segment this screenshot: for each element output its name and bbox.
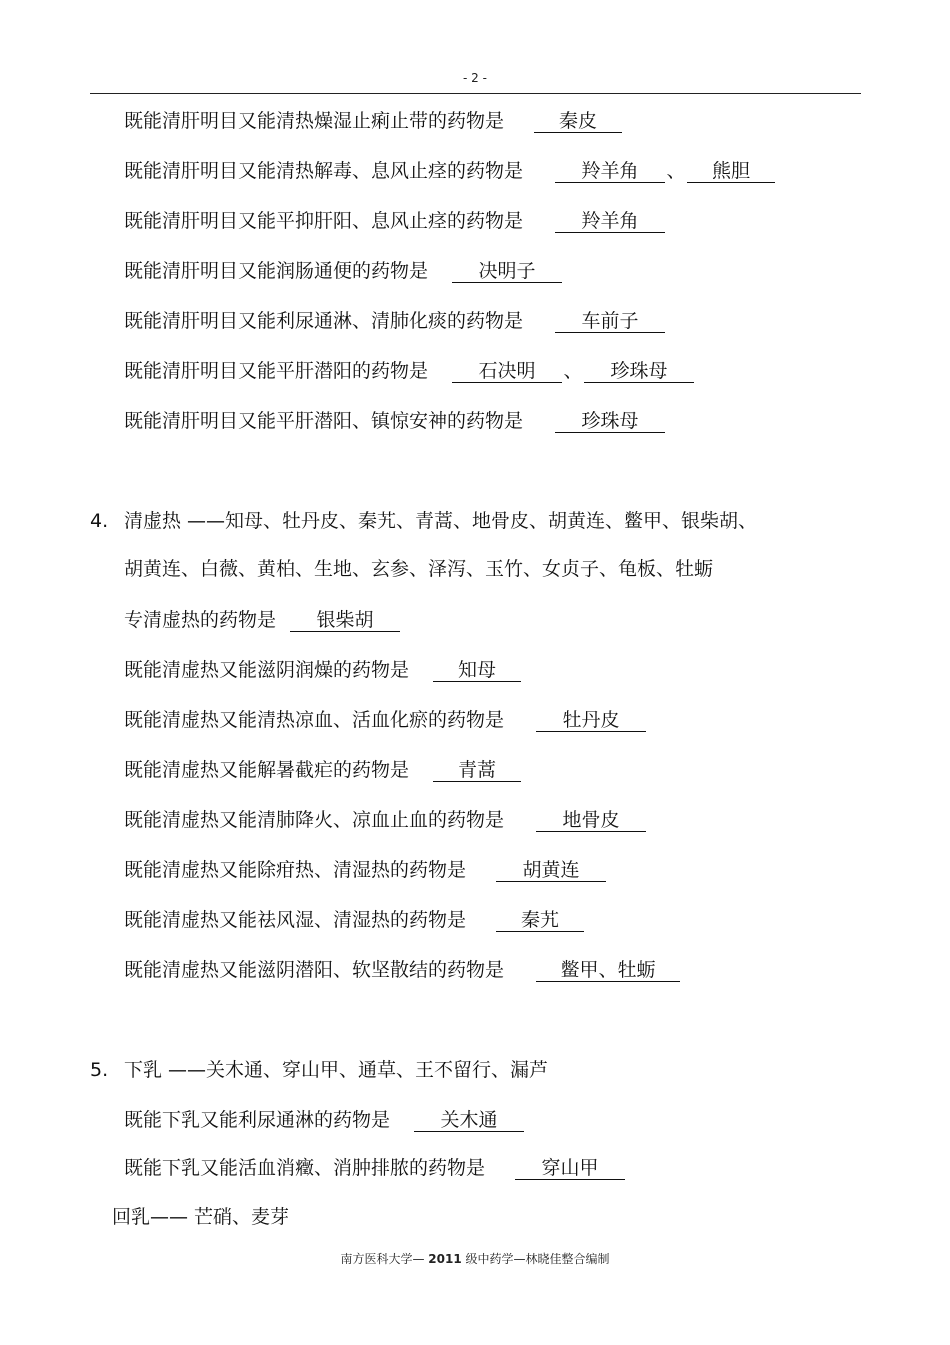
answer-blank: 熊胆 [687,160,775,183]
answer-blank: 车前子 [555,310,665,333]
answer-blank: 银柴胡 [290,609,400,632]
footer-prefix: 南方医科大学— [340,1252,425,1266]
question-text: 专清虚热的药物是 [124,609,277,631]
answer-blank: 羚羊角 [555,160,665,183]
question-text: 既能清虚热又能清肺降火、凉血止血的药物是 [124,809,505,831]
question-text: 既能清虚热又能滋阴潜阳、软坚散结的药物是 [124,959,505,981]
question-line [124,309,665,333]
footer-year: 2011 [428,1252,462,1266]
question-line [124,958,680,982]
answer-blank: 穿山甲 [515,1157,625,1180]
question-text: 既能清肝明目又能平肝潜阳、镇惊安神的药物是 [124,410,524,432]
answer-blank: 秦艽 [496,909,584,932]
question-text: 既能清肝明目又能平肝潜阳的药物是 [124,360,429,382]
question-line [124,908,584,932]
section-title: 下乳 ——关木通、穿山甲、通草、王不留行、漏芦 [124,1059,549,1081]
question-text: 既能清虚热又能滋阴润燥的药物是 [124,659,410,681]
answer-blank: 青蒿 [433,759,521,782]
question-text: 既能清虚热又能除疳热、清湿热的药物是 [124,859,467,881]
question-line [124,209,665,233]
answer-blank: 珍珠母 [584,360,694,383]
answer-blank: 石决明 [452,360,562,383]
answer-blank: 牡丹皮 [536,709,646,732]
question-text: 既能清虚热又能祛风湿、清湿热的药物是 [124,909,467,931]
separator: 、 [666,160,686,182]
question-text: 既能清肝明目又能平抑肝阳、息风止痉的药物是 [124,210,524,232]
question-text: 既能下乳又能活血消癥、消肿排脓的药物是 [124,1157,486,1179]
footer-suffix: 级中药学—林晓佳整合编制 [465,1252,610,1266]
answer-blank: 关木通 [414,1109,524,1132]
question-line [124,708,646,732]
question-line [124,658,521,682]
question-line [124,109,622,133]
question-text: 既能清肝明目又能清热燥湿止痢止带的药物是 [124,110,505,132]
answer-blank: 决明子 [452,260,562,283]
answer-blank: 鳖甲、牡蛎 [536,959,680,982]
answer-blank: 知母 [433,659,521,682]
question-line [124,259,562,283]
separator: 、 [563,360,583,382]
header-rule [90,93,861,94]
question-text: 既能清肝明目又能清热解毒、息风止痉的药物是 [124,160,524,182]
section-number: 4. [90,510,109,532]
question-text: 既能下乳又能利尿通淋的药物是 [124,1109,391,1131]
question-text: 既能清肝明目又能润肠通便的药物是 [124,260,429,282]
question-line [124,1156,625,1180]
question-line [124,159,775,183]
answer-blank: 地骨皮 [536,809,646,832]
question-text: 既能清虚热又能清热凉血、活血化瘀的药物是 [124,709,505,731]
question-text: 既能清虚热又能解暑截疟的药物是 [124,759,410,781]
answer-blank: 秦皮 [534,110,622,133]
question-line [124,608,400,632]
question-line [124,758,521,782]
section-title-continued: 胡黄连、白薇、黄柏、生地、玄参、泽泻、玉竹、女贞子、龟板、牡蛎 [124,558,714,580]
section-title: 清虚热 ——知母、牡丹皮、秦艽、青蒿、地骨皮、胡黄连、鳖甲、银柴胡、 [124,510,758,532]
question-line [124,409,665,433]
question-line [124,858,606,882]
page-number: - 2 - [463,71,487,85]
answer-blank: 珍珠母 [555,410,665,433]
answer-blank: 羚羊角 [555,210,665,233]
answer-blank: 胡黄连 [496,859,606,882]
note-line: 回乳—— 芒硝、麦芽 [112,1206,290,1228]
question-line [124,1108,524,1132]
footer [0,1250,950,1267]
question-line [124,808,646,832]
section-number: 5. [90,1059,109,1081]
question-text: 既能清肝明目又能利尿通淋、清肺化痰的药物是 [124,310,524,332]
question-line [124,359,694,383]
